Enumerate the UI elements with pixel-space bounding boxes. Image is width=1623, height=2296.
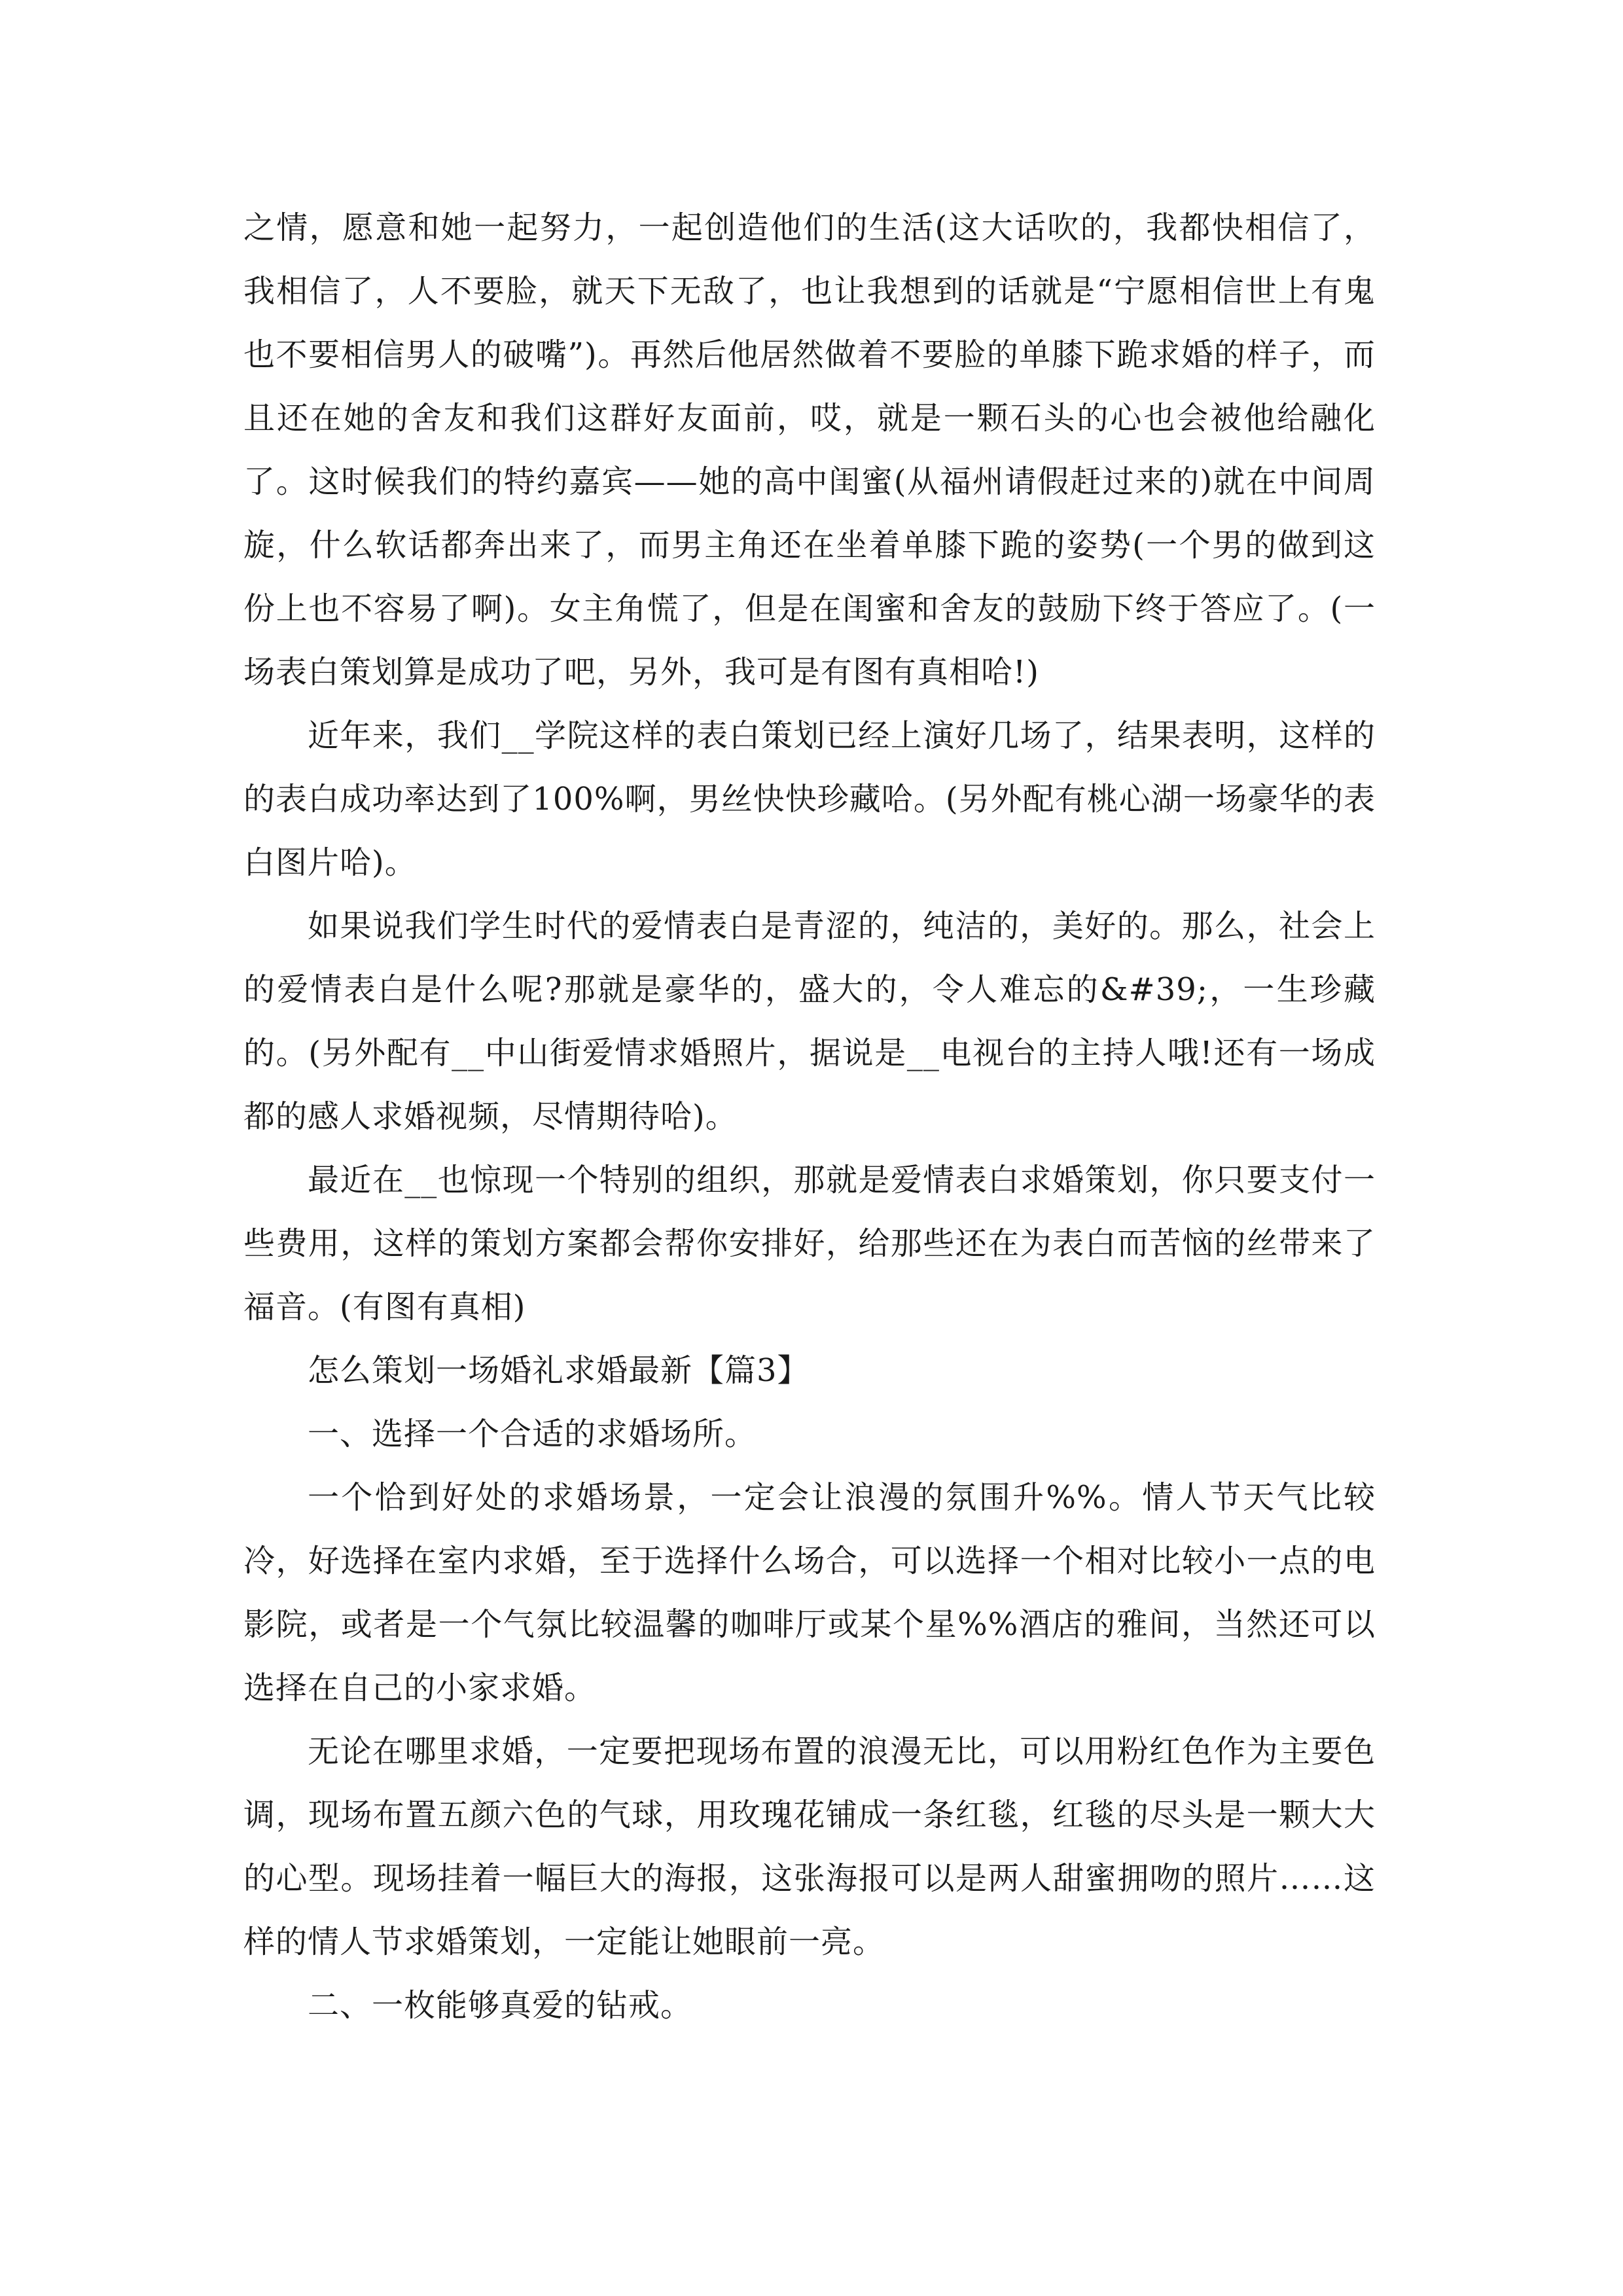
paragraph-continued: 之情，愿意和她一起努力，一起创造他们的生活(这大话吹的，我都快相信了，我相信了，人不要脸，就天下无敌了，也让我想到的话就是“宁愿相信世上有鬼也不要相信男人的破嘴”)。再然后他居然做着不要脸的单膝下跪求婚的样子，而且还在她的舍友和我们这群好友面前，哎，就是一颗石头的心也会被他给融化了。这时候我们的特约嘉宾——她的高中闺蜜(从福州请假赶过来的)就在中间周旋，什么软话都奔出来了，而男主角还在坐着单膝下跪的姿势(一个男的做到这份上也不容易了啊)。女主角慌了，但是在闺蜜和舍友的鼓励下终于答应了。(一场表白策划算是成功了吧，另外，我可是有图有真相哈!) bbox=[243, 209, 1376, 691]
section-heading: 怎么策划一场婚礼求婚最新【篇3】 bbox=[308, 1352, 810, 1389]
document-body bbox=[243, 196, 1376, 2037]
paragraph-college-proposals: 近年来，我们__学院这样的表白策划已经上演好几场了，结果表明，这样的的表白成功率达到了100%啊，男丝快快珍藏哈。(另外配有桃心湖一场豪华的表白图片哈)。 bbox=[243, 717, 1376, 881]
subheading-choose-venue: 一、选择一个合适的求婚场所。 bbox=[308, 1416, 757, 1452]
paragraph-society-proposals: 如果说我们学生时代的爱情表白是青涩的，纯洁的，美好的。那么，社会上的爱情表白是什么呢?那就是豪华的，盛大的，令人难忘的&#39;，一生珍藏的。(另外配有__中山街爱情求婚照片，据说是__电视台的主持人哦!还有一场成都的感人求婚视频，尽情期待哈)。 bbox=[243, 908, 1376, 1135]
paragraph-planning-organization: 最近在__也惊现一个特别的组织，那就是爱情表白求婚策划，你只要支付一些费用，这样的策划方案都会帮你安排好，给那些还在为表白而苦恼的丝带来了福音。(有图有真相) bbox=[243, 1162, 1376, 1325]
paragraph-venue-decoration: 无论在哪里求婚，一定要把现场布置的浪漫无比，可以用粉红色作为主要色调，现场布置五颜六色的气球，用玫瑰花铺成一条红毯，红毯的尽头是一颗大大的心型。现场挂着一幅巨大的海报，这张海报可以是两人甜蜜拥吻的照片……这样的情人节求婚策划，一定能让她眼前一亮。 bbox=[243, 1733, 1376, 1960]
paragraph-venue-choice: 一个恰到好处的求婚场景，一定会让浪漫的氛围升%%。情人节天气比较冷，好选择在室内求婚，至于选择什么场合，可以选择一个相对比较小一点的电影院，或者是一个气氛比较温馨的咖啡厅或某个星%%酒店的雅间，当然还可以选择在自己的小家求婚。 bbox=[243, 1479, 1376, 1706]
subheading-diamond-ring: 二、一枚能够真爱的钻戒。 bbox=[308, 1987, 693, 2024]
